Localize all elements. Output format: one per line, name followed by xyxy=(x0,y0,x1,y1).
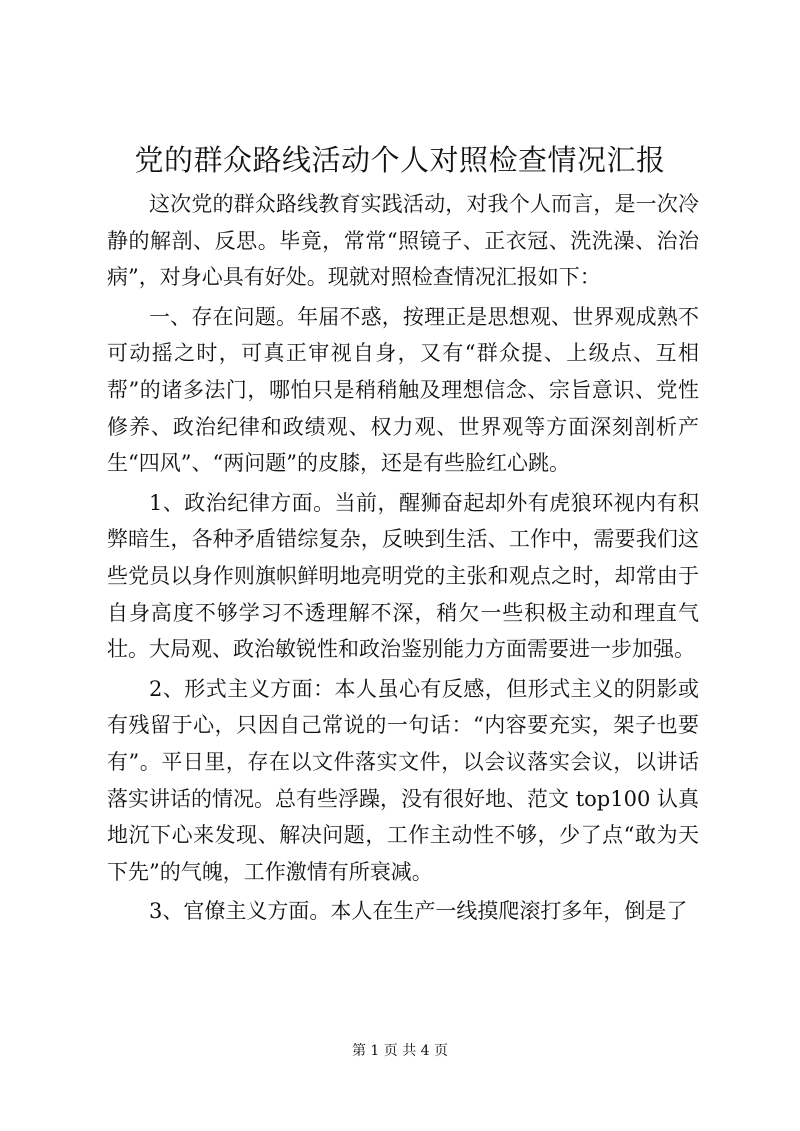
paragraph-political-discipline: 1、政治纪律方面。当前，醒狮奋起却外有虎狼环视内有积弊暗生，各种矛盾错综复杂，反映到生活、工作中，需要我们这些党员以身作则旗帜鲜明地亮明党的主张和观点之时，却常由于自身高度不够学习不透理解不深，稍欠一些积极主动和理直气壮。大局观、政治敏锐性和政治鉴别能力方面需要进一步加强。 xyxy=(107,490,699,662)
paragraph-formalism: 2、形式主义方面：本人虽心有反感，但形式主义的阴影或有残留于心，只因自己常说的一句话：“内容要充实，架子也要有”。平日里，存在以文件落实文件，以会议落实会议，以讲话落实讲话的情况。总有些浮躁，没有很好地、范文 top100 认真地沉下心来发现、解决问题，工作主动性不够，少了点“敢为天下先”的气魄，工作激情有所衰减。 xyxy=(107,676,699,884)
paragraph-bureaucratism: 3、官僚主义方面。本人在生产一线摸爬滚打多年，倒是了 xyxy=(149,899,688,924)
paragraph-existing-problems: 一、存在问题。年届不惑，按理正是思想观、世界观成熟不可动摇之时，可真正审视自身，又有“群众提、上级点、互相帮”的诸多法门，哪怕只是稍稍触及理想信念、宗旨意识、党性修养、政治纪律和政绩观、权力观、世界观等方面深刻剖析产生“四风”、“两问题”的皮膝，还是有些脸红心跳。 xyxy=(107,304,699,476)
paragraph-intro: 这次党的群众路线教育实践活动，对我个人而言，是一次冷静的解剖、反思。毕竟，常常“照镜子、正衣冠、洗洗澡、治治病”，对身心具有好处。现就对照检查情况汇报如下： xyxy=(107,192,699,290)
document-title: 党的群众路线活动个人对照检查情况汇报 xyxy=(134,143,666,177)
document-body xyxy=(107,186,699,930)
page-number-footer: 第 1 页 共 4 页 xyxy=(351,1043,449,1059)
